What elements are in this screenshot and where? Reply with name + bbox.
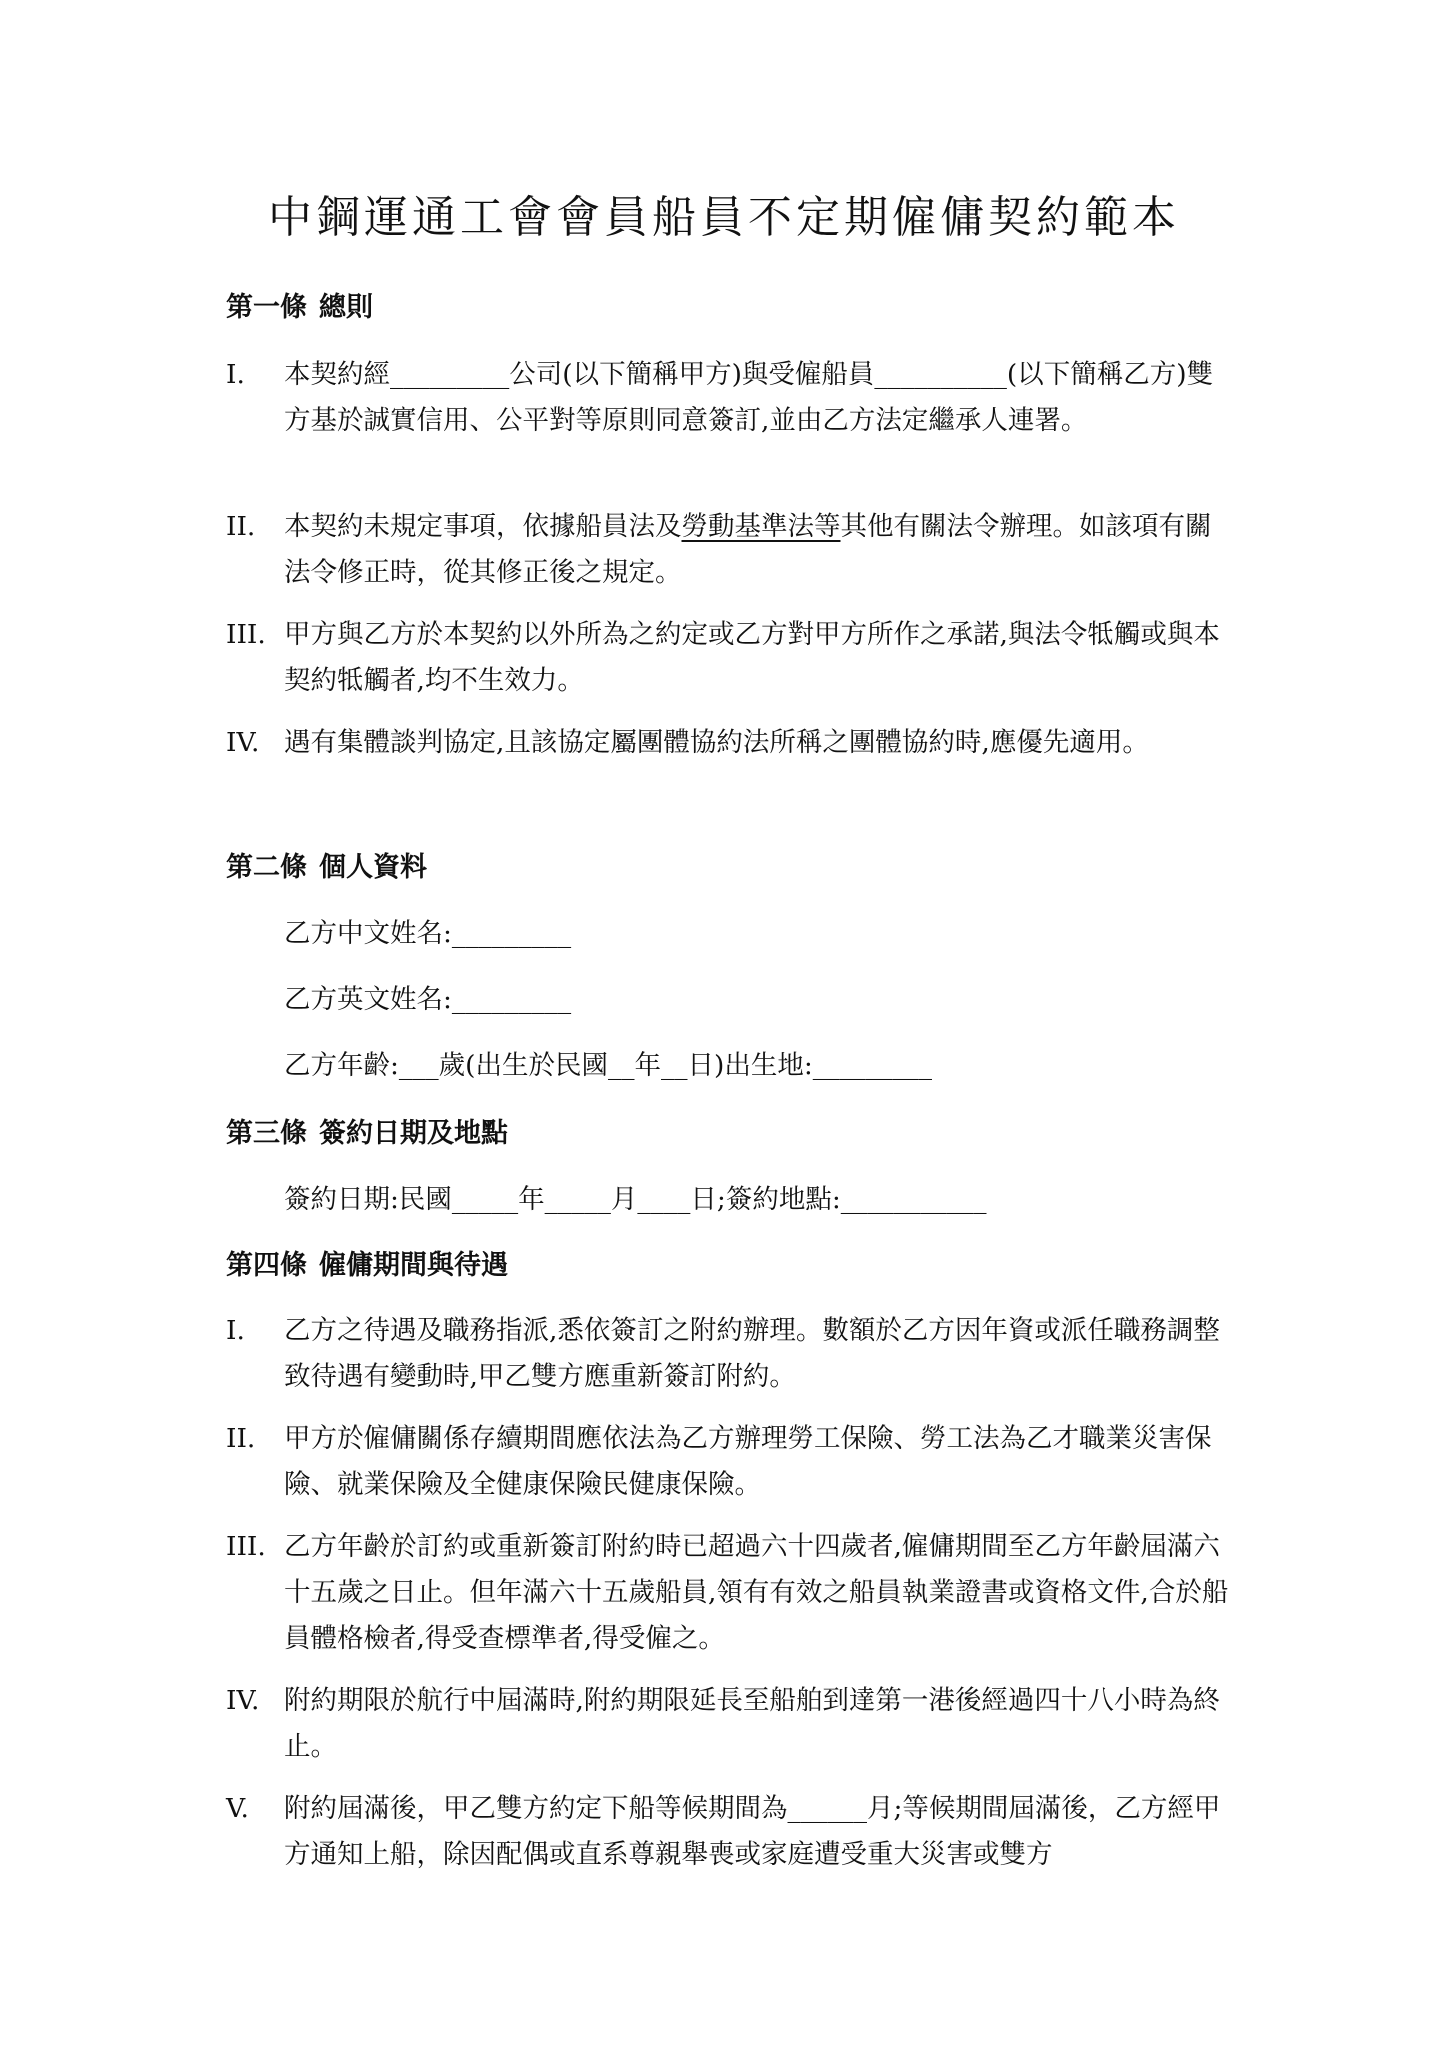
clause-text-start: 本契約未規定事項，依據船員法及: [284, 511, 682, 542]
chinese-name-field: 乙方中文姓名:_________: [284, 918, 572, 949]
article-2-title: 個人資料: [319, 852, 427, 883]
article-4-label: 第四條: [226, 1250, 307, 1281]
article-1-clause-1: [226, 352, 1236, 444]
clause-text: 附約屆滿後，甲乙雙方約定下船等候期間為______月;等候期間屆滿後，乙方經甲方通知上船，除因配偶或直系尊親舉喪或家庭遭受重大災害或雙方: [284, 1793, 1221, 1870]
clause-text: 乙方之待遇及職務指派,悉依簽訂之附約辦理。數額於乙方因年資或派任職務調整致待遇有變動時,甲乙雙方應重新簽訂附約。: [284, 1315, 1220, 1392]
article-4-clause-3: [226, 1524, 1236, 1662]
clause-text: 甲方於僱傭關係存續期間應依法為乙方辦理勞工保險、勞工法為乙才職業災害保險、就業保險及全健康保險民健康保險。: [284, 1423, 1212, 1500]
clause-text: [284, 504, 1236, 596]
clause-text: 乙方年齡於訂約或重新簽訂附約時已超過六十四歲者,僱傭期間至乙方年齡屆滿六十五歲之日止。但年滿六十五歲船員,領有有效之船員執業證書或資格文件,合於船員體格檢者,得受查標準者,得受僱之。: [284, 1531, 1229, 1654]
article-3-heading: [226, 1114, 508, 1154]
article-3-title: 簽約日期及地點: [319, 1118, 508, 1149]
clause-number: III.: [226, 619, 266, 650]
clause-text-end: 其他有關法令辦理。如該項有關法令修正時，從其修正後之規定。: [284, 511, 1212, 588]
clause-text: 附約期限於航行中屆滿時,附約期限延長至船舶到達第一港後經過四十八小時為終止。: [284, 1685, 1220, 1762]
article-4-heading: [226, 1246, 508, 1286]
article-3-label: 第三條: [226, 1118, 307, 1149]
clause-number: III.: [226, 1531, 266, 1562]
article-4-clause-2: [226, 1416, 1236, 1508]
article-1-clause-3: [226, 612, 1236, 704]
age-birthplace-field: 乙方年齡:___歲(出生於民國__年__日)出生地:_________: [284, 1050, 933, 1081]
clause-text: 遇有集體談判協定,且該協定屬團體協約法所稱之團體協約時,應優先適用。: [284, 727, 1149, 758]
clause-number: I.: [226, 359, 245, 390]
clause-number: II.: [226, 511, 256, 542]
article-4-clause-5: [226, 1786, 1236, 1878]
article-1-heading: [226, 288, 373, 328]
article-4-title: 僱傭期間與待遇: [319, 1250, 508, 1281]
clause-text: 甲方與乙方於本契約以外所為之約定或乙方對甲方所作之承諾,與法令牴觸或與本契約牴觸者,均不生效力。: [284, 619, 1220, 696]
underlined-law-name: 勞動基準法等: [681, 511, 841, 542]
article-1-title: 總則: [319, 292, 373, 323]
article-4-clause-1: [226, 1308, 1236, 1400]
article-1-label: 第一條: [226, 292, 307, 323]
clause-text: 本契約經_________公司(以下簡稱甲方)與受僱船員__________(以下簡稱乙方)雙方基於誠實信用、公平對等原則同意簽訂,並由乙方法定繼承人連署。: [284, 359, 1214, 436]
clause-number: V.: [226, 1793, 249, 1824]
clause-number: IV.: [226, 727, 260, 758]
article-2-label: 第二條: [226, 852, 307, 883]
signing-date-place-field: 簽約日期:民國_____年_____月____日;簽約地點:___________: [284, 1184, 987, 1215]
clause-number: IV.: [226, 1685, 260, 1716]
clause-number: I.: [226, 1315, 245, 1346]
article-2-heading: [226, 848, 427, 888]
article-1-clause-2: [226, 504, 1236, 596]
document-title: 中鋼運通工會會員船員不定期僱傭契約範本: [268, 192, 1180, 243]
english-name-field: 乙方英文姓名:_________: [284, 984, 572, 1015]
article-4-clause-4: [226, 1678, 1236, 1770]
article-1-clause-4: [226, 720, 1236, 766]
clause-number: II.: [226, 1423, 256, 1454]
